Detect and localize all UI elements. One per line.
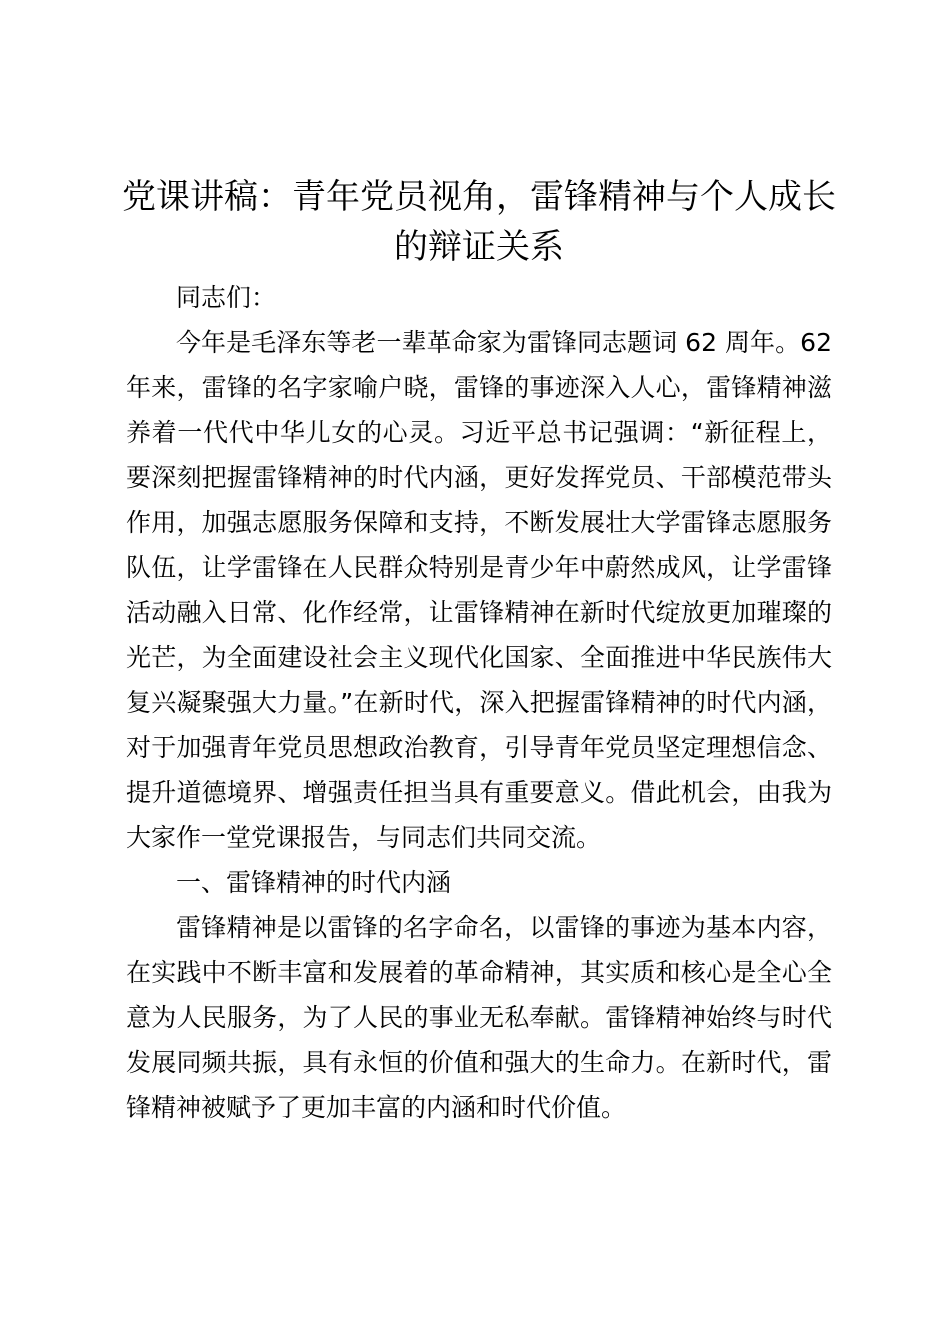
section-heading: 一、雷锋精神的时代内涵 xyxy=(176,868,452,897)
salutation-paragraph: 同志们： xyxy=(176,283,277,312)
intro-paragraph: 今年是毛泽东等老一辈革命家为雷锋同志题词 62 周年。62 年来，雷锋的名字家喻户晓，雷锋的事迹深入人心，雷锋精神滋养着一代代中华儿女的心灵。习近平总书记强调：“新征程上，要深刻把握雷锋精神的时代内涵，更好发挥党员、干部模范带头作用，加强志愿服务保障和支持，不断发展壮大学雷锋志愿服务队伍，让学雷锋在人民群众特别是青少年中蔚然成风，让学雷锋活动融入日常、化作经常，让雷锋精神在新时代绽放更加璀璨的光芒，为全面建设社会主义现代化国家、全面推进中华民族伟大复兴凝聚强大力量。”在新时代，深入把握雷锋精神的时代内涵，对于加强青年党员思想政治教育，引导青年党员坚定理想信念、提升道德境界、增强责任担当具有重要意义。借此机会，由我为大家作一堂党课报告，与同志们共同交流。 xyxy=(126,328,832,852)
document-body xyxy=(126,275,832,1130)
section-paragraph: 雷锋精神是以雷锋的名字命名，以雷锋的事迹为基本内容，在实践中不断丰富和发展着的革命精神，其实质和核心是全心全意为人民服务，为了人民的事业无私奉献。雷锋精神始终与时代发展同频共振，具有永恒的价值和强大的生命力。在新时代，雷锋精神被赋予了更加丰富的内涵和时代价值。 xyxy=(126,913,832,1122)
document-title: 党课讲稿：青年党员视角，雷锋精神与个人成长的辩证关系 xyxy=(122,177,836,267)
